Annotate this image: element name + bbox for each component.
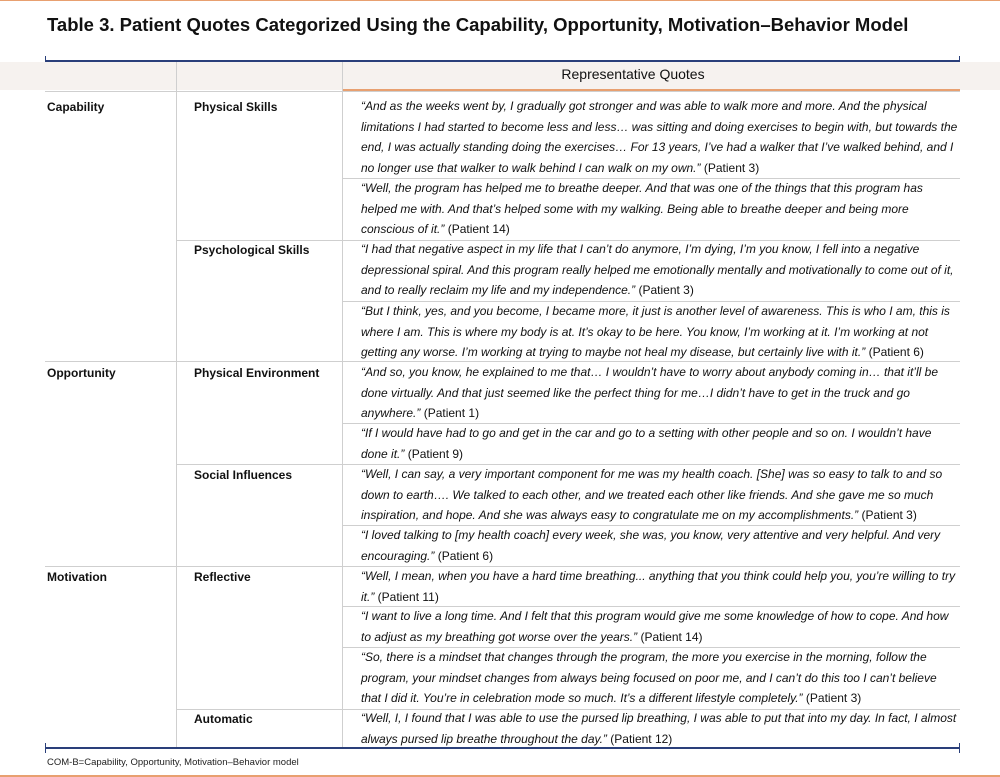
table-title: Table 3. Patient Quotes Categorized Using the Capability, Opportunity, Motivation–Behavior Model: [47, 14, 909, 35]
quote-cell: [361, 362, 958, 424]
subcategory-physical-skills: Physical Skills: [194, 100, 278, 114]
quote-text: “I loved talking to [my health coach] every week, she was, you know, very attentive and very helpful. And very encouraging.”: [361, 528, 941, 563]
quote-cell: [361, 423, 958, 464]
quote-cell: [361, 647, 958, 709]
column-header-quotes: Representative Quotes: [561, 66, 705, 82]
footer-rule-cap-left: [45, 743, 46, 753]
column-divider-2: [342, 62, 343, 747]
quote-source: (Patient 14): [444, 222, 510, 236]
category-opportunity: Opportunity: [47, 366, 116, 380]
quote-text: “Well, the program has helped me to breathe deeper. And that was one of the things that this program has helped me with. And that’s helped some with my walking. Being able to breathe deeper and being more conscious of it.”: [361, 181, 923, 236]
top-accent-rule: [0, 0, 1000, 1]
subcategory-social-influences: Social Influences: [194, 468, 293, 482]
quote-source: (Patient 6): [434, 548, 494, 563]
quote-text: “But I think, yes, and you become, I became more, it just is another level of awareness. This is who I am, this is where I am. This is where my body is at. It’s okay to be here. You know, I’m working at it. I’m working at not getting any worse. I’m working at trying to maybe not heal my disease, but certainly live with it.”: [361, 304, 950, 359]
quote-cell: [361, 566, 958, 607]
quote-source: (Patient 3): [700, 160, 760, 175]
quote-text: “And so, you know, he explained to me that… I wouldn’t have to worry about anybody coming in… that it’ll be done virtually. And that just seemed like the perfect thing for me…I didn’t have to get in the truck and go anywhere.”: [361, 365, 938, 420]
quote-text: “And as the weeks went by, I gradually got stronger and was able to walk more and more. And the physical limitations I had started to become less and less… was sitting and doing exercises to begin with, but towards the end, I was actually standing doing the exercises… For 13 years, I’ve had a walker that I’ve walked behind, and I no longer use that walker to walk behind I can walk on my own.”: [361, 99, 958, 175]
quote-source: (Patient 3): [858, 508, 917, 522]
column-divider-1: [176, 62, 177, 747]
quote-source: (Patient 6): [865, 345, 924, 359]
footer-rule: [45, 747, 960, 749]
category-capability: Capability: [47, 100, 105, 114]
quote-cell: [361, 708, 958, 749]
quote-cell: [361, 178, 958, 240]
row-divider-header: [45, 91, 960, 92]
subcategory-reflective: Reflective: [194, 570, 251, 584]
quote-cell: [361, 239, 958, 301]
quote-text: “So, there is a mindset that changes through the program, the more you exercise in the morning, follow the program, your mindset changes from always being focused on poor me, and I can’t do this too I can’t believe that I did it. You’re in celebration mode so much. It’s a different lifestyle completely.”: [361, 650, 937, 705]
quote-text: “I had that negative aspect in my life that I can’t do anymore, I’m dying, I’m you know, I fell into a negative depressional spiral. And this program really helped me emotionally mentally and motivationally to come out of it, and to really reclaim my life and my independence.”: [361, 242, 954, 297]
quote-cell: [361, 606, 958, 647]
subcategory-automatic: Automatic: [194, 712, 253, 726]
category-motivation: Motivation: [47, 570, 107, 584]
quote-source: (Patient 3): [802, 691, 862, 705]
quote-text: “If I would have had to go and get in the car and go to a setting with other people and so on. I wouldn’t have done it.”: [361, 426, 932, 461]
table-footnote: COM-B=Capability, Opportunity, Motivation–Behavior model: [47, 757, 299, 768]
quote-text: “Well, I can say, a very important component for me was my health coach. [She] was so easy to talk to and so down to earth…. We talked to each other, and we treated each other like friends. And she gave me so much inspiration, and hope. And she was always easy to congratulate me on my accomplishments.”: [361, 467, 943, 522]
quote-cell: [361, 464, 958, 526]
quote-text: “I want to live a long time. And I felt that this program would give me some knowledge of how to cope. And how to adjust as my breathing got worse over the years.”: [361, 609, 949, 644]
quote-text: “Well, I mean, when you have a hard time breathing... anything that you think could help you, you’re willing to try it.”: [361, 569, 956, 604]
quote-source: (Patient 11): [374, 589, 439, 604]
quote-source: (Patient 1): [420, 406, 480, 420]
quote-cell: [361, 96, 958, 178]
quote-text: “Well, I, I found that I was able to use the pursed lip breathing, I was able to put that into my day. In fact, I almost always pursed lip breathe throughout the day.”: [361, 711, 957, 746]
quote-source: (Patient 12): [606, 731, 673, 746]
footer-rule-cap-right: [959, 743, 960, 753]
subcategory-psychological-skills: Psychological Skills: [194, 243, 310, 257]
subcategory-physical-environment: Physical Environment: [194, 366, 320, 380]
quote-source: (Patient 14): [637, 629, 703, 644]
quote-source: (Patient 3): [635, 283, 694, 297]
quote-cell: [361, 525, 958, 566]
quote-cell: [361, 301, 958, 363]
quote-source: (Patient 9): [404, 446, 464, 461]
